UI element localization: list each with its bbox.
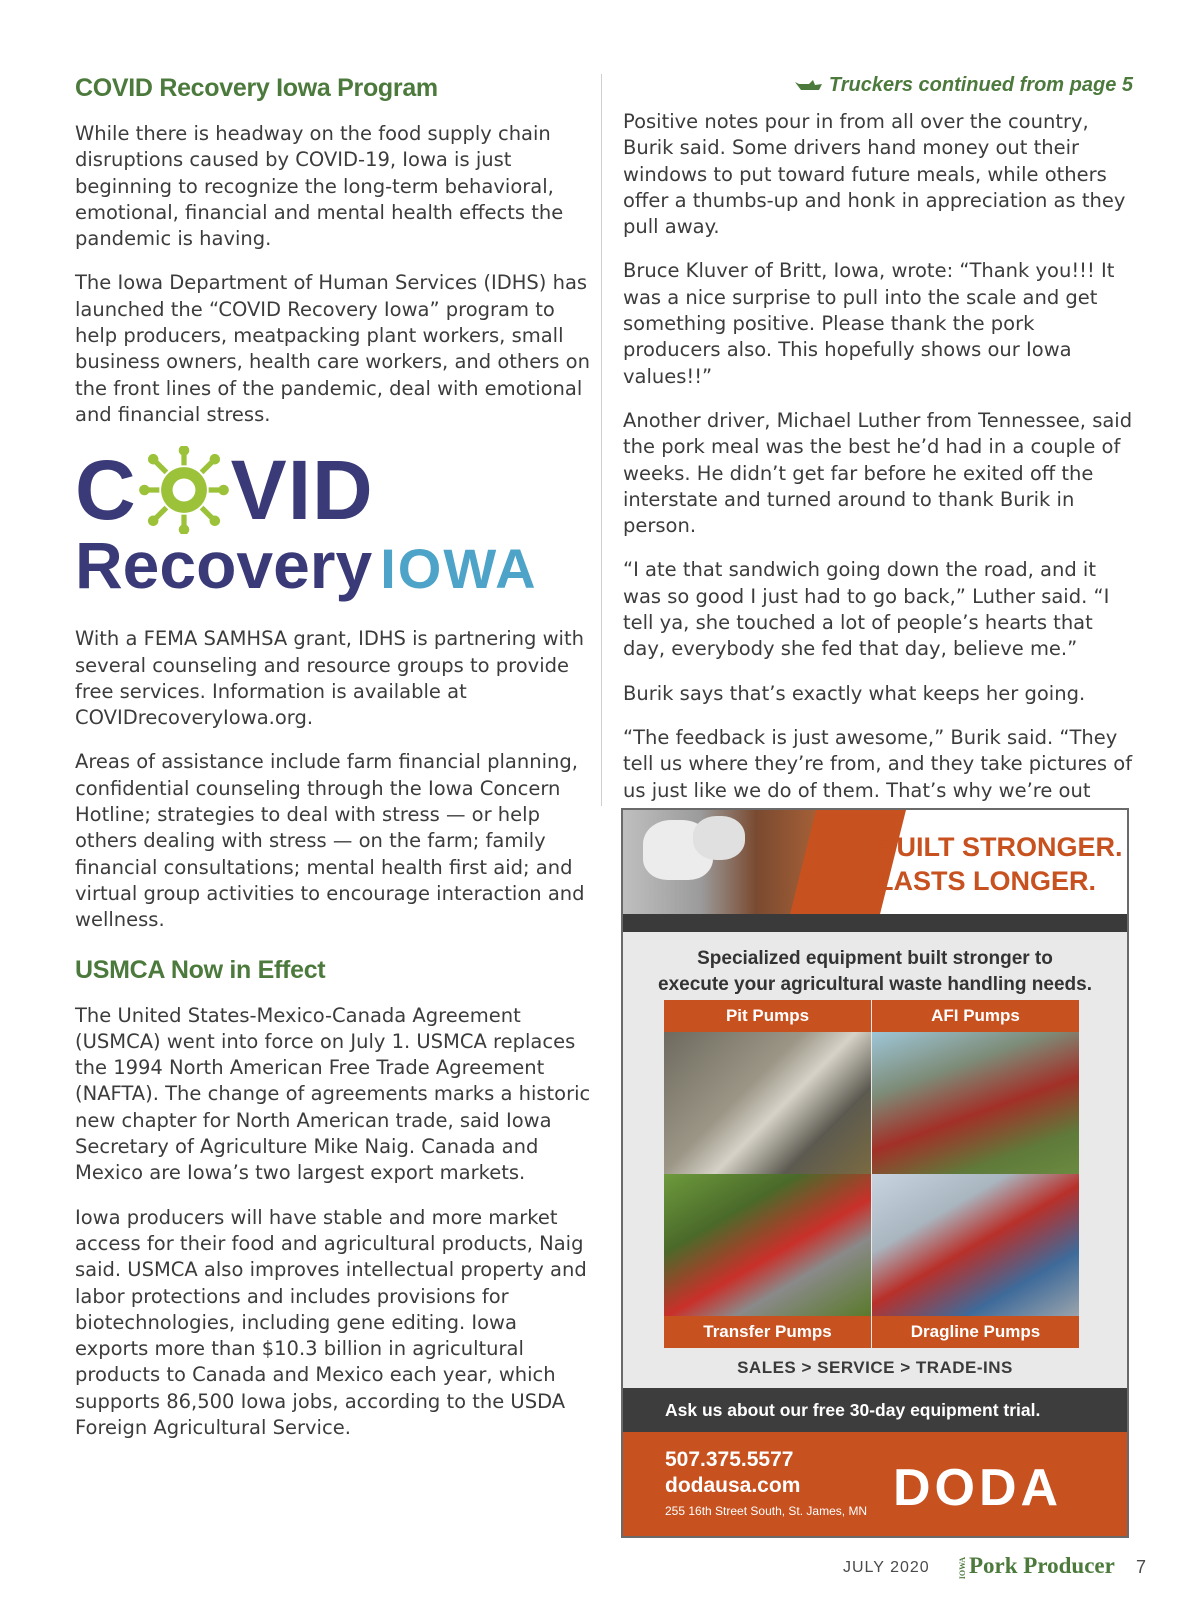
logo-text-recovery: Recovery: [75, 528, 373, 603]
pump-photo: [872, 1032, 1079, 1174]
pit-pumps-tile: [664, 1000, 871, 1174]
page-footer: [0, 1555, 1200, 1585]
paragraph: The United States-Mexico-Canada Agreement (USMCA) went into force on July 1. USMCA replaces the 1994 North American Free Trade Agreement (NAFTA). The change of agreements marks a historic new chapter for North American trade, said Iowa Secretary of Agriculture Mike Naig. Canada and Mexico are Iowa’s two largest export markets.: [75, 1003, 591, 1185]
section-heading-covid: COVID Recovery Iowa Program: [75, 74, 438, 102]
paragraph: “The feedback is just awesome,” Burik said. “They tell us where they’re from, and they take pictures of us just like we do of them. That’s why we’re out: [623, 725, 1133, 802]
ad-website-link[interactable]: dodausa.com: [665, 1474, 801, 1497]
doda-advertisement[interactable]: [621, 808, 1129, 1538]
ad-subheading: [623, 946, 1127, 998]
slogan-line: BUILT STRONGER.: [877, 832, 1123, 862]
logo-text-vid: VID: [230, 443, 374, 538]
logo-letter: C: [75, 443, 137, 538]
paragraph: Positive notes pour in from all over the country, Burik said. Some drivers hand money out their windows to put toward future meals, while others offer a thumbs-up and honk in appreciation as they pull away.: [623, 110, 1126, 239]
paragraph: “I ate that sandwich going down the road, and it was so good I just had to go back,” Luther said. “I tell ya, she touched a lot of people’s hearts that day, everybody she fed that day, believe me.”: [623, 558, 1110, 661]
subheading-line: execute your agricultural waste handling needs.: [658, 974, 1092, 995]
paragraph: Burik says that’s exactly what keeps her going.: [623, 681, 1086, 705]
tile-label: Transfer Pumps: [664, 1316, 871, 1348]
magazine-logo: [958, 1553, 1115, 1579]
paragraph: Another driver, Michael Luther from Tennessee, said the pork meal was the best he’d had in a couple of weeks. He didn’t get far before he exited off the interstate and turned around to thank Burik in person.: [623, 408, 1133, 538]
logo-text-iowa: IOWA: [380, 537, 538, 601]
tile-label: Dragline Pumps: [872, 1316, 1079, 1348]
pump-photo: [872, 1174, 1079, 1316]
paragraph: Areas of assistance include farm financial planning, confidential counseling through the Iowa Concern Hotline; strategies to deal with stress — or help others dealing with stress — on the farm; family financial consultations; mental health first aid; and virtual group activities to encourage interaction and wellness.: [75, 750, 585, 932]
ad-sales-line: SALES > SERVICE > TRADE-INS: [737, 1358, 1013, 1377]
page-number: 7: [1136, 1557, 1147, 1577]
paragraph: Iowa producers will have stable and more market access for their food and agricultural products, Naig said. USMCA also improves intellectual property and labor protections and includes provisions for biotechnologies, including gene editing. Iowa exports more than $10.3 billion in agricultural products to Canada and Mexico each year, which supports 86,500 Iowa jobs, according to the USDA Foreign Agricultural Service.: [75, 1205, 587, 1439]
ad-divider-bar: [623, 914, 1127, 932]
ad-trial-banner: Ask us about our free 30-day equipment trial.: [623, 1388, 1127, 1432]
ad-slogan: [877, 830, 1123, 898]
ad-contact-block: [623, 1432, 1127, 1538]
ad-phone[interactable]: 507.375.5577: [665, 1448, 794, 1471]
section-heading-usmca: USMCA Now in Effect: [75, 955, 326, 984]
virus-icon: [139, 446, 229, 534]
paragraph: With a FEMA SAMHSA grant, IDHS is partnering with several counseling and resource groups to provide free services. Information is available at COVIDrecoveryIowa.org.: [75, 627, 584, 730]
right-column: [623, 74, 1133, 848]
magazine-state: IOWA: [958, 1556, 967, 1579]
column-divider: [601, 74, 602, 806]
left-column: [75, 74, 595, 1459]
magazine-title: Pork Producer: [969, 1553, 1115, 1578]
paragraph: The Iowa Department of Human Services (IDHS) has launched the “COVID Recovery Iowa” program to help producers, meatpacking plant workers, small business owners, health care workers, and others on the front lines of the pandemic, deal with emotional and financial stress.: [75, 271, 590, 426]
subheading-line: Specialized equipment built stronger to: [697, 948, 1053, 969]
slogan-line: LASTS LONGER.: [877, 866, 1097, 896]
ad-header: [623, 810, 1127, 914]
tile-label: AFI Pumps: [872, 1000, 1079, 1032]
pump-photo: [664, 1174, 871, 1316]
doda-logo: DODA: [893, 1459, 1063, 1517]
dragline-pumps-tile: [872, 1174, 1079, 1348]
continued-text: Truckers continued from page 5: [828, 74, 1133, 96]
pig-image: [693, 816, 745, 860]
ad-address: 255 16th Street South, St. James, MN: [665, 1504, 868, 1518]
truck-arrow-icon: [793, 76, 823, 96]
pump-photo: [664, 1032, 871, 1174]
afi-pumps-tile: [872, 1000, 1079, 1174]
transfer-pumps-tile: [664, 1174, 871, 1348]
paragraph: While there is headway on the food supply chain disruptions caused by COVID-19, Iowa is just beginning to recognize the long-term behavioral, emotional, financial and mental health effects the pandemic is having.: [75, 122, 564, 251]
continued-header: [623, 74, 1133, 97]
tile-label: Pit Pumps: [664, 1000, 871, 1032]
issue-date: JULY 2020: [843, 1559, 930, 1576]
paragraph: Bruce Kluver of Britt, Iowa, wrote: “Thank you!!! It was a nice surprise to pull into the scale and get something positive. Please thank the pork producers also. This hopefully shows our Iowa values!!”: [623, 259, 1115, 388]
covid-recovery-iowa-logo: [75, 443, 595, 604]
